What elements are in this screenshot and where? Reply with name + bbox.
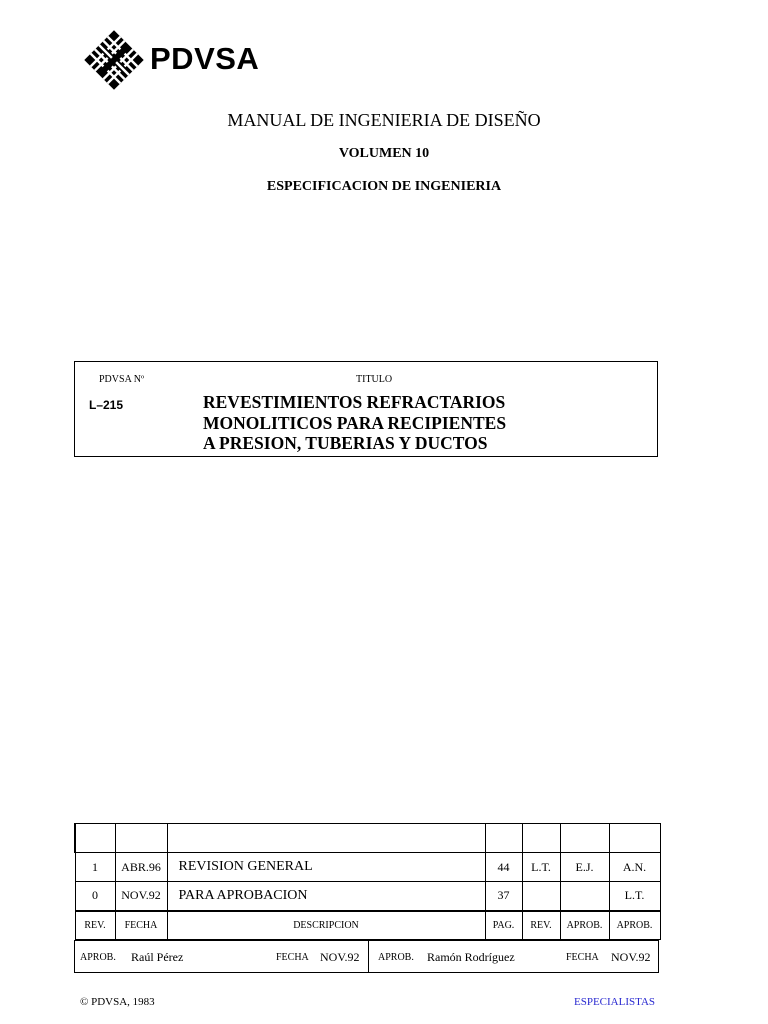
aprob-label-right: APROB. [378,952,414,963]
descripcion-cell: REVISION GENERAL [167,853,485,882]
titulo-label: TITULO [356,374,393,385]
document-number: L–215 [89,398,124,412]
table-cell [485,824,522,853]
fecha-cell: ABR.96 [115,853,167,882]
pdvsa-emblem-icon [84,30,144,90]
header-rev-by: REV. [522,911,560,940]
revision-table [74,823,661,940]
document-title-line: A PRESION, TUBERIAS Y DUCTOS [203,433,488,453]
table-cell [115,824,167,853]
aprob1-cell [560,882,609,911]
logo-text: PDVSA [150,41,260,76]
aprob-name-right: Ramón Rodríguez [427,950,515,964]
aprob2-cell: L.T. [609,882,660,911]
header-aprob1: APROB. [560,911,609,940]
header-pag: PAG. [485,911,522,940]
approval-divider [368,940,369,973]
table-cell [167,824,485,853]
fecha-label-right: FECHA [566,952,599,963]
table-row [75,853,660,882]
rev-by-cell: L.T. [522,853,560,882]
copyright-text: © PDVSA, 1983 [80,996,155,1008]
table-row [75,882,660,911]
header-aprob2: APROB. [609,911,660,940]
rev-cell: 1 [75,853,115,882]
table-row-empty [75,824,660,853]
table-header-row [75,911,660,940]
aprob-label-left: APROB. [80,952,116,963]
pdvsa-logo [84,30,284,90]
fecha-value-right: NOV.92 [611,950,651,964]
table-cell [75,824,115,853]
aprob2-cell: A.N. [609,853,660,882]
table-cell [609,824,660,853]
aprob1-cell: E.J. [560,853,609,882]
rev-by-cell [522,882,560,911]
table-cell [560,824,609,853]
fecha-cell: NOV.92 [115,882,167,911]
volume-label: VOLUMEN 10 [338,146,430,161]
specification-label: ESPECIFICACION DE INGENIERIA [266,179,502,194]
header-descripcion: DESCRIPCION [167,911,485,940]
document-title-line: MONOLITICOS PARA RECIPIENTES [203,412,507,433]
pag-cell: 37 [485,882,522,911]
pdvsa-number-label: PDVSA Nº [99,374,145,385]
pag-cell: 44 [485,853,522,882]
table-cell [522,824,560,853]
header-rev: REV. [75,911,115,940]
document-title [203,392,506,454]
header-fecha: FECHA [115,911,167,940]
descripcion-cell: PARA APROBACION [167,882,485,911]
fecha-label-left: FECHA [276,952,309,963]
manual-title: MANUAL DE INGENIERIA DE DISEÑO [227,110,541,130]
aprob-name-left: Raúl Pérez [131,950,184,964]
rev-cell: 0 [75,882,115,911]
specialists-link[interactable]: ESPECIALISTAS [574,996,656,1008]
document-title-line: REVESTIMIENTOS REFRACTARIOS [203,392,506,412]
fecha-value-left: NOV.92 [320,950,360,964]
